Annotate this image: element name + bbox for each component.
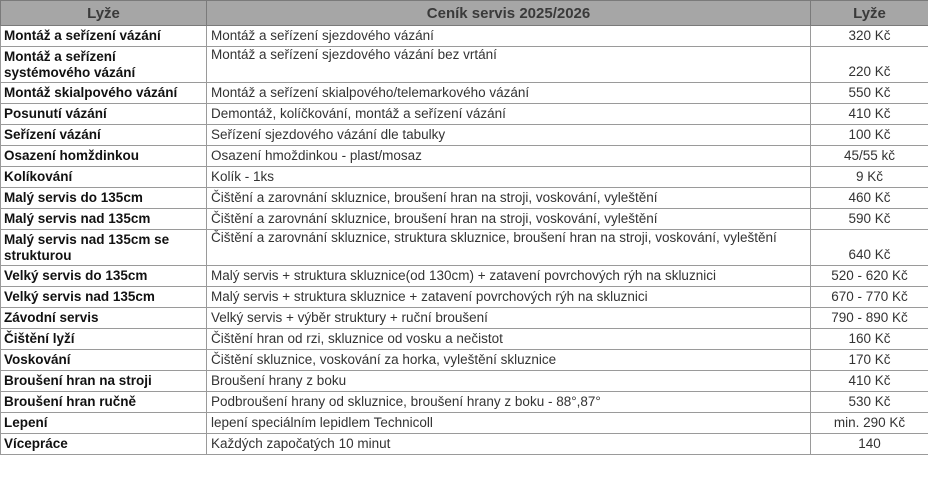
service-name: Lepení — [1, 413, 207, 434]
table-row — [1, 308, 928, 329]
service-price: 160 Kč — [811, 329, 928, 350]
header-price: Lyže — [811, 1, 928, 26]
table-row — [1, 287, 928, 308]
service-description: lepení speciálním lepidlem Technicoll — [207, 413, 811, 434]
table-row — [1, 371, 928, 392]
service-price: 140 — [811, 434, 928, 455]
service-description: Malý servis + struktura skluznice + zatavení povrchových rýh na skluznici — [207, 287, 811, 308]
service-name: Seřízení vázání — [1, 125, 207, 146]
service-price: 530 Kč — [811, 392, 928, 413]
table-row — [1, 188, 928, 209]
service-description: Podbroušení hrany od skluznice, broušení hrany z boku - 88°,87° — [207, 392, 811, 413]
service-name: Velký servis nad 135cm — [1, 287, 207, 308]
service-description: Každých započatých 10 minut — [207, 434, 811, 455]
service-price: 9 Kč — [811, 167, 928, 188]
service-price: min. 290 Kč — [811, 413, 928, 434]
service-name: Malý servis nad 135cm se strukturou — [1, 230, 207, 266]
service-name: Montáž a seřízení systémového vázání — [1, 47, 207, 83]
service-price: 45/55 kč — [811, 146, 928, 167]
table-row — [1, 125, 928, 146]
table-row — [1, 146, 928, 167]
service-name: Čištění lyží — [1, 329, 207, 350]
table-row — [1, 266, 928, 287]
service-name: Broušení hran na stroji — [1, 371, 207, 392]
service-price: 670 - 770 Kč — [811, 287, 928, 308]
service-price: 640 Kč — [811, 230, 928, 266]
service-description: Čištění a zarovnání skluznice, struktura skluznice, broušení hran na stroji, voskování, vyleštění — [207, 230, 811, 266]
service-price: 590 Kč — [811, 209, 928, 230]
table-row — [1, 413, 928, 434]
table-row — [1, 434, 928, 455]
service-description: Čištění a zarovnání skluznice, broušení hran na stroji, voskování, vyleštění — [207, 209, 811, 230]
service-price: 410 Kč — [811, 371, 928, 392]
service-name: Osazení homždinkou — [1, 146, 207, 167]
service-name: Malý servis do 135cm — [1, 188, 207, 209]
service-description: Čištění skluznice, voskování za horka, vyleštění skluznice — [207, 350, 811, 371]
header-title: Ceník servis 2025/2026 — [207, 1, 811, 26]
service-name: Kolíkování — [1, 167, 207, 188]
service-description: Čištění a zarovnání skluznice, broušení hran na stroji, voskování, vyleštění — [207, 188, 811, 209]
service-price: 460 Kč — [811, 188, 928, 209]
service-name: Závodní servis — [1, 308, 207, 329]
service-description: Malý servis + struktura skluznice(od 130cm) + zatavení povrchových rýh na skluznici — [207, 266, 811, 287]
service-name: Velký servis do 135cm — [1, 266, 207, 287]
table-row — [1, 104, 928, 125]
service-description: Broušení hrany z boku — [207, 371, 811, 392]
service-name: Vícepráce — [1, 434, 207, 455]
table-row — [1, 230, 928, 266]
table-row — [1, 392, 928, 413]
table-row — [1, 47, 928, 83]
service-price: 550 Kč — [811, 83, 928, 104]
service-description: Montáž a seřízení sjezdového vázání bez vrtání — [207, 47, 811, 83]
header-row — [1, 1, 928, 26]
service-description: Demontáž, kolíčkování, montáž a seřízení vázání — [207, 104, 811, 125]
service-price: 410 Kč — [811, 104, 928, 125]
service-name: Posunutí vázání — [1, 104, 207, 125]
service-price: 220 Kč — [811, 47, 928, 83]
table-row — [1, 329, 928, 350]
service-price: 100 Kč — [811, 125, 928, 146]
table-row — [1, 350, 928, 371]
service-price: 170 Kč — [811, 350, 928, 371]
service-description: Velký servis + výběr struktury + ruční broušení — [207, 308, 811, 329]
service-description: Montáž a seřízení skialpového/telemarkového vázání — [207, 83, 811, 104]
service-description: Osazení hmoždinkou - plast/mosaz — [207, 146, 811, 167]
service-description: Seřízení sjezdového vázání dle tabulky — [207, 125, 811, 146]
service-name: Montáž skialpového vázání — [1, 83, 207, 104]
table-row — [1, 83, 928, 104]
service-name: Voskování — [1, 350, 207, 371]
service-price: 520 - 620 Kč — [811, 266, 928, 287]
service-name: Malý servis nad 135cm — [1, 209, 207, 230]
table-row — [1, 26, 928, 47]
service-description: Čištění hran od rzi, skluznice od vosku a nečistot — [207, 329, 811, 350]
table-row — [1, 167, 928, 188]
service-description: Kolík - 1ks — [207, 167, 811, 188]
service-price: 320 Kč — [811, 26, 928, 47]
service-price: 790 - 890 Kč — [811, 308, 928, 329]
service-name: Broušení hran ručně — [1, 392, 207, 413]
header-service: Lyže — [1, 1, 207, 26]
table-row — [1, 209, 928, 230]
service-name: Montáž a seřízení vázání — [1, 26, 207, 47]
service-description: Montáž a seřízení sjezdového vázání — [207, 26, 811, 47]
